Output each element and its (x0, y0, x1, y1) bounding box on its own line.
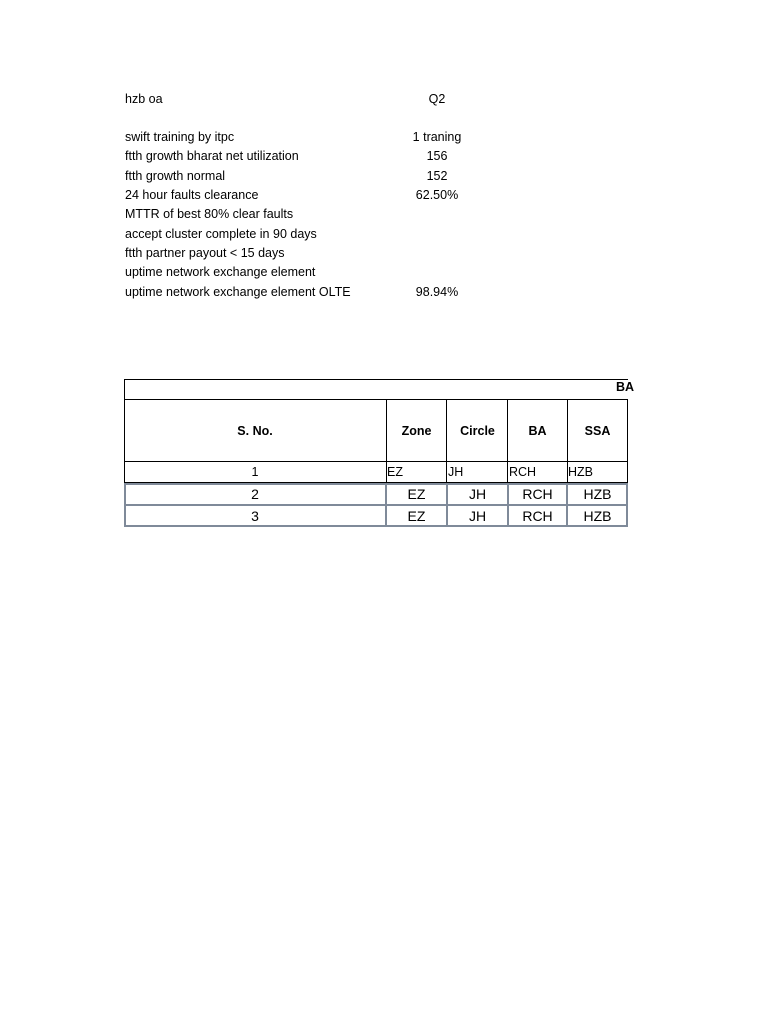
kpi-value: 98.94% (415, 285, 459, 299)
table-border (124, 379, 628, 380)
kpi-row (125, 186, 485, 205)
kpi-row (125, 147, 485, 166)
table-border (507, 483, 509, 527)
kpi-label: MTTR of best 80% clear faults (125, 207, 294, 221)
kpi-header-value: Q2 (428, 92, 446, 106)
kpi-row (125, 167, 485, 186)
header-zone: Zone (401, 424, 432, 438)
table-cell: 2 (251, 485, 259, 502)
kpi-value: 156 (426, 149, 448, 163)
header-ssa: SSA (584, 424, 611, 438)
kpi-label: accept cluster complete in 90 days (125, 227, 317, 241)
table-border (507, 399, 508, 483)
kpi-row (125, 244, 485, 263)
table-cell: HZB (583, 507, 612, 524)
kpi-label: swift training by itpc (125, 130, 235, 144)
table-cell: RCH (522, 507, 553, 524)
table-cell: 3 (251, 507, 259, 524)
table-border (386, 399, 387, 483)
table-cell: EZ (387, 465, 403, 479)
kpi-label: ftth growth bharat net utilization (125, 149, 299, 163)
kpi-header-row (125, 90, 485, 109)
table-border (446, 399, 447, 483)
table-cell: EZ (407, 507, 426, 524)
table-border (124, 379, 125, 483)
table-banner: BA (616, 380, 635, 394)
kpi-row (125, 283, 485, 302)
kpi-row (125, 225, 485, 244)
table-border (627, 399, 628, 483)
table-cell: EZ (407, 485, 426, 502)
kpi-value: 1 traning (412, 130, 462, 144)
table-cell: 1 (251, 465, 259, 479)
kpi-label: uptime network exchange element OLTE (125, 285, 351, 299)
table-cell: RCH (509, 465, 537, 479)
kpi-row (125, 263, 485, 282)
table-border (124, 483, 628, 485)
header-circle: Circle (460, 424, 495, 438)
table-cell: JH (468, 485, 487, 502)
table-border (124, 504, 628, 506)
table-cell: HZB (583, 485, 612, 502)
table-border (446, 483, 448, 527)
table-cell: RCH (522, 485, 553, 502)
header-sno: S. No. (237, 424, 273, 438)
table-border (626, 483, 628, 527)
table-border (566, 483, 568, 527)
kpi-label: ftth partner payout < 15 days (125, 246, 285, 260)
table-cell: HZB (568, 465, 593, 479)
table-border (124, 525, 628, 527)
kpi-label: uptime network exchange element (125, 265, 316, 279)
header-ba: BA (528, 424, 547, 438)
data-table (124, 379, 635, 527)
kpi-row (125, 205, 485, 224)
table-cell: JH (468, 507, 487, 524)
kpi-row (125, 128, 485, 147)
table-cell: JH (448, 465, 464, 479)
table-border (124, 399, 628, 400)
kpi-header-label: hzb oa (125, 92, 163, 106)
table-border (124, 483, 126, 527)
table-border (567, 399, 568, 483)
kpi-value: 152 (426, 169, 448, 183)
table-border (385, 483, 387, 527)
kpi-label: 24 hour faults clearance (125, 188, 259, 202)
kpi-label: ftth growth normal (125, 169, 226, 183)
table-border (124, 461, 628, 462)
kpi-value: 62.50% (415, 188, 459, 202)
